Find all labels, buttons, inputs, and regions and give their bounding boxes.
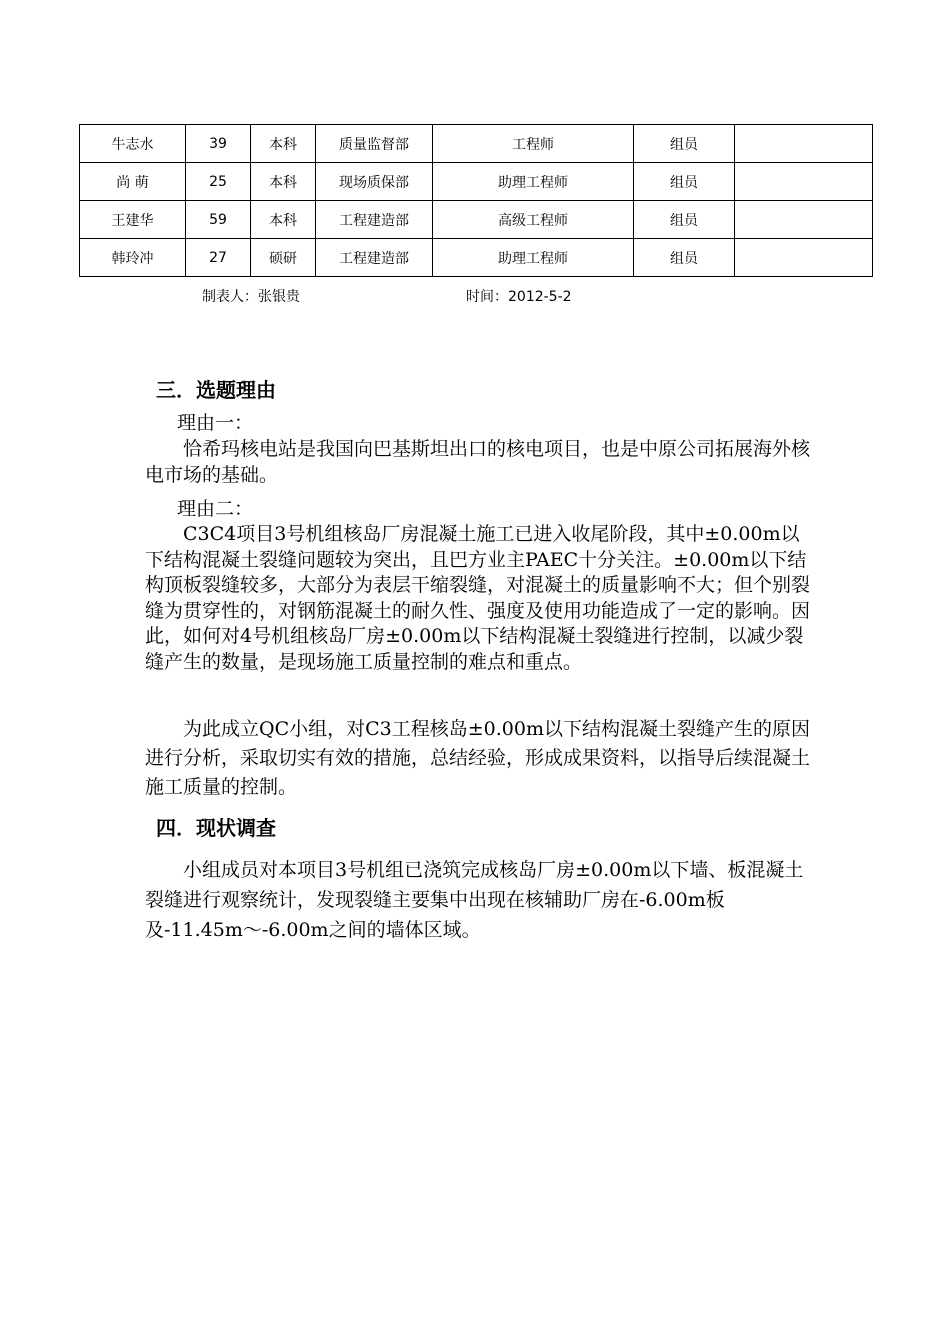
cell-note — [735, 125, 873, 163]
cell-department: 工程建造部 — [316, 239, 433, 277]
cell-age: 25 — [186, 163, 251, 201]
cell-title: 工程师 — [433, 125, 634, 163]
cell-education: 本科 — [251, 125, 316, 163]
section3-heading: 三．选题理由 — [156, 378, 276, 402]
cell-note — [735, 163, 873, 201]
cell-role: 组员 — [634, 239, 735, 277]
cell-education: 本科 — [251, 201, 316, 239]
cell-note — [735, 239, 873, 277]
reason2-text: C3C4项目3号机组核岛厂房混凝土施工已进入收尾阶段，其中±0.00m以下结构混凝土裂缝问题较为突出，且巴方业主PAEC十分关注。±0.00m以下结构顶板裂缝较多，大部分为表层干缩裂缝，对混凝土的质量影响不大；但个别裂缝为贯穿性的，对钢筋混凝土的耐久性、强度及使用功能造成了一定的影响。因此，如何对4号机组核岛厂房±0.00m以下结构混凝土裂缝进行控制，以减少裂缝产生的数量，是现场施工质量控制的难点和重点。 — [145, 523, 811, 673]
cell-note — [735, 201, 873, 239]
cell-name: 尚 萌 — [80, 163, 186, 201]
section4-heading: 四．现状调查 — [156, 816, 276, 840]
table-row — [80, 239, 873, 277]
reason2-label: 理由二： — [177, 498, 254, 520]
cell-name: 王建华 — [80, 201, 186, 239]
cell-title: 助理工程师 — [433, 239, 634, 277]
table-maker: 制表人：张银贵 — [202, 289, 300, 305]
members-table — [79, 124, 873, 277]
reason1-label: 理由一： — [177, 412, 254, 434]
cell-role: 组员 — [634, 125, 735, 163]
cell-age: 39 — [186, 125, 251, 163]
cell-age: 27 — [186, 239, 251, 277]
cell-role: 组员 — [634, 201, 735, 239]
conclusion-text: 为此成立QC小组，对C3工程核岛±0.00m以下结构混凝土裂缝产生的原因进行分析，采取切实有效的措施，总结经验，形成成果资料，以指导后续混凝土施工质量的控制。 — [145, 718, 811, 798]
cell-role: 组员 — [634, 163, 735, 201]
reason1-text: 恰希玛核电站是我国向巴基斯坦出口的核电项目，也是中原公司拓展海外核电市场的基础。 — [145, 438, 811, 486]
section4-text: 小组成员对本项目3号机组已浇筑完成核岛厂房±0.00m以下墙、板混凝土裂缝进行观察统计，发现裂缝主要集中出现在核辅助厂房在-6.00m板及-11.45m～-6.00m之间的墙体区域。 — [145, 859, 804, 941]
table-row — [80, 163, 873, 201]
table-time: 时间：2012-5-2 — [466, 289, 572, 305]
table-row — [80, 125, 873, 163]
cell-department: 工程建造部 — [316, 201, 433, 239]
cell-department: 质量监督部 — [316, 125, 433, 163]
cell-department: 现场质保部 — [316, 163, 433, 201]
cell-title: 高级工程师 — [433, 201, 634, 239]
cell-name: 韩玲冲 — [80, 239, 186, 277]
cell-title: 助理工程师 — [433, 163, 634, 201]
cell-name: 牛志水 — [80, 125, 186, 163]
cell-age: 59 — [186, 201, 251, 239]
cell-education: 硕研 — [251, 239, 316, 277]
table-row — [80, 201, 873, 239]
cell-education: 本科 — [251, 163, 316, 201]
